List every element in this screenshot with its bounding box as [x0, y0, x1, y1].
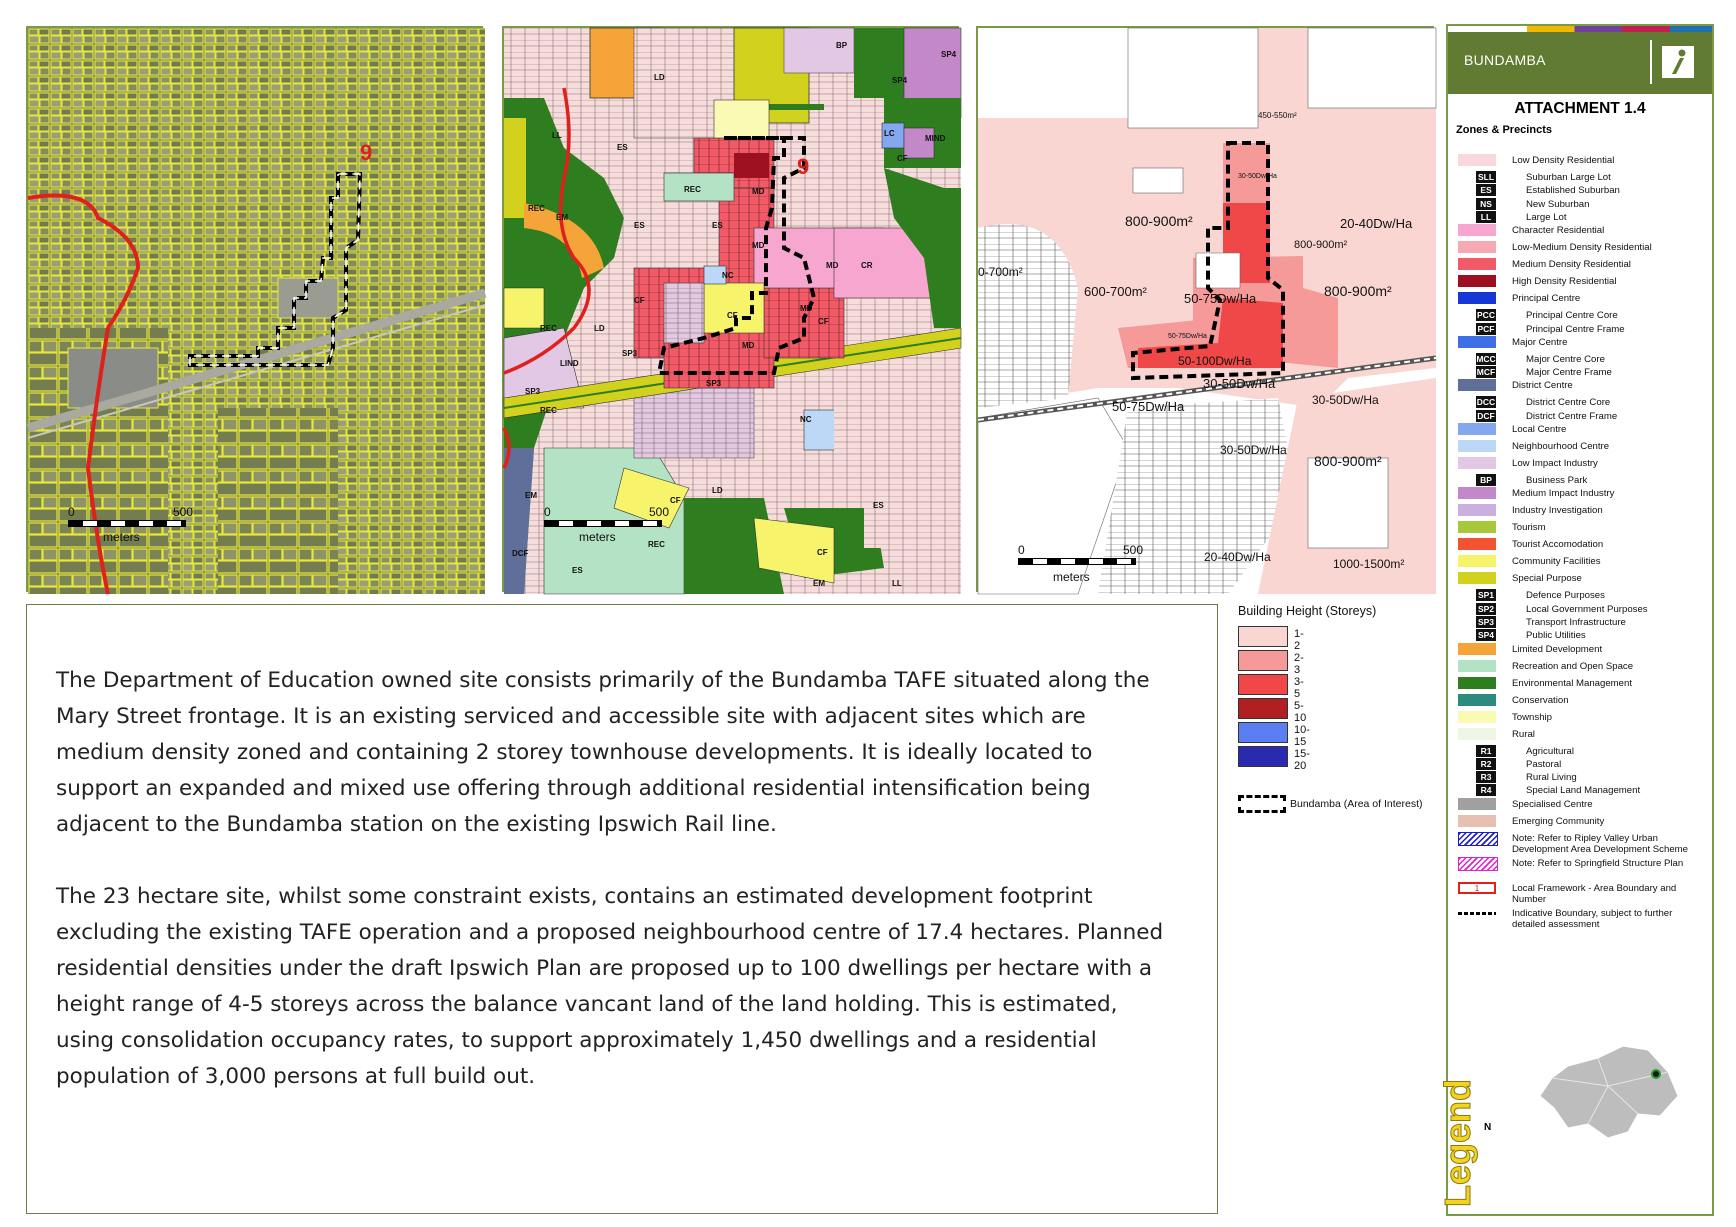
scale-zero: 0: [1018, 543, 1025, 557]
legend-zone-label: Local Centre: [1512, 424, 1567, 435]
density-label: 20-40Dw/Ha: [1340, 216, 1413, 231]
legend-precinct-item: [1458, 474, 1708, 488]
building-height-label: 5-10: [1294, 700, 1307, 724]
legend-precinct-item: [1458, 758, 1708, 772]
legend-precinct-code: ES: [1476, 184, 1496, 196]
legend-zone-swatch: [1458, 292, 1496, 304]
zone-label: CF: [897, 154, 908, 163]
legend-zone-item: [1458, 728, 1708, 742]
zone-label: CF: [670, 496, 681, 505]
zone-label: BP: [836, 41, 848, 50]
description-paragraph-1: The Department of Education owned site consists primarily of the Bundamba TAFE situated along the Mary Street frontage. It is an existing serviced and accessible site with adjacent sites which are medium density zoned and containing 2 storey townhouse developments. It is ideally located to support an expanded and mixed use offering through additional residential intensification being adjacent to the Bundamba station on the existing Ipswich Rail line.: [56, 668, 1150, 837]
zone-label: LD: [654, 73, 665, 82]
legend-precinct-label: Rural Living: [1526, 772, 1577, 784]
legend-zone-label: Medium Impact Industry: [1512, 488, 1615, 500]
zone-label: EM: [556, 213, 568, 222]
legend-zone-swatch: [1458, 572, 1496, 584]
legend-zone-swatch: [1458, 440, 1496, 452]
legend-precinct-item: [1458, 184, 1708, 198]
zone-label: CF: [818, 317, 829, 326]
density-label: 800-900m²: [1125, 213, 1193, 229]
legend-precinct-label: Suburban Large Lot: [1526, 172, 1611, 183]
legend-precinct-code: DCF: [1477, 410, 1495, 421]
legend-zone-label: Tourist Accomodation: [1512, 539, 1604, 551]
zone-label: ES: [634, 221, 645, 230]
legend-note-item: [1458, 882, 1708, 905]
legend-precinct-code: LL: [1476, 211, 1496, 223]
scale-zero: 0: [544, 505, 551, 519]
legend-precinct-code: R1: [1476, 745, 1496, 757]
legend-zone-label: Neighbourhood Centre: [1512, 441, 1610, 452]
legend-zone-swatch: [1458, 521, 1496, 533]
scale-zero: 0: [68, 505, 75, 519]
legend-precinct-label: Major Centre Frame: [1526, 367, 1612, 379]
zone-label: MD: [752, 241, 765, 250]
ipswich-logo-icon: [1652, 40, 1696, 84]
legend-precinct-item: [1458, 784, 1708, 798]
legend-zone-item: [1458, 457, 1708, 471]
hatch-pink-swatch: [1458, 857, 1498, 871]
legend-attachment-title: ATTACHMENT 1.4: [1514, 100, 1646, 117]
building-height-swatch: [1238, 722, 1288, 743]
description-paragraph-2: The 23 hectare site, whilst some constraint exists, contains an estimated development footprint excluding the existing TAFE operation and a proposed neighbourhood centre of 17.4 hectares. Planned residential densities under the draft Ipswich Plan are proposed up to 100 dwellings per hectare with a height range of 4-5 storeys across the balance vancant land of the land holding. This is estimated, using consolidation occupancy rates, to support approximately 1,450 dwellings and a residential population of 3,000 persons at full build out.: [56, 884, 1164, 1089]
density-map[interactable]: [976, 26, 1434, 592]
legend-precinct-label: New Suburban: [1526, 198, 1590, 210]
legend-precinct-item: [1458, 309, 1708, 323]
legend-precinct-label: Local Government Purposes: [1526, 603, 1648, 615]
density-scale-bar: [1018, 543, 1148, 593]
legend-precinct-label: Major Centre Core: [1526, 353, 1605, 365]
density-label: 50-75Dw/Ha: [1168, 333, 1207, 340]
density-label: 50-100Dw/Ha: [1178, 354, 1252, 368]
zone-label: REC: [648, 540, 665, 549]
zone-label: LL: [552, 131, 562, 140]
legend-zone-label: Special Purpose: [1512, 573, 1582, 585]
aerial-scale-bar: [68, 505, 198, 555]
legend-precinct-code: PCC: [1477, 310, 1495, 321]
zone-label: MIND: [925, 134, 946, 143]
legend-precinct-item: [1458, 745, 1708, 759]
aerial-map[interactable]: [26, 26, 483, 592]
legend-zone-swatch: [1458, 538, 1496, 550]
legend-zone-label: District Centre: [1512, 380, 1573, 392]
zone-label: REC: [540, 324, 557, 333]
legend-precinct-code: PCF: [1477, 323, 1495, 334]
legend-zone-swatch: [1458, 660, 1496, 672]
legend-zone-item: [1458, 487, 1708, 501]
legend-precinct-code: R4: [1476, 784, 1496, 796]
zone-label: MD: [800, 304, 813, 313]
scale-unit: meters: [1053, 570, 1090, 584]
legend-zone-item: [1458, 440, 1708, 454]
zone-label: SP4: [892, 76, 908, 85]
scale-bar-graphic: [68, 520, 186, 527]
zone-label: LC: [884, 129, 895, 138]
legend-precinct-label: Established Suburban: [1526, 185, 1620, 197]
zone-label: NC: [722, 271, 734, 280]
legend-precinct-code: R2: [1476, 758, 1496, 770]
legend-zone-swatch: [1458, 798, 1496, 810]
area-of-interest-swatch: [1238, 795, 1286, 813]
legend-zone-item: [1458, 572, 1708, 586]
legend-header: [1448, 32, 1712, 94]
density-label: 800-900m²: [1324, 283, 1392, 299]
legend-precinct-item: [1458, 353, 1708, 367]
zone-label: MD: [752, 187, 765, 196]
legend-zone-swatch: [1458, 815, 1496, 827]
legend-place-name: BUNDAMBA: [1464, 52, 1546, 68]
legend-precinct-code: SLL: [1477, 172, 1495, 182]
density-label: 30-50Dw/Ha: [1238, 173, 1277, 180]
density-label: 0-700m²: [978, 265, 1023, 279]
density-label: 50-75Dw/Ha: [1184, 291, 1257, 306]
building-height-title: Building Height (Storeys): [1238, 604, 1377, 618]
legend-zone-label: Major Centre: [1512, 336, 1568, 348]
legend-zone-swatch: [1458, 336, 1496, 348]
legend-zone-swatch: [1458, 241, 1496, 253]
scale-bar-graphic: [1018, 558, 1136, 565]
zone-label: LD: [712, 486, 723, 495]
legend-note-item: [1458, 857, 1708, 871]
zone-label: SP3: [706, 379, 722, 388]
legend-precinct-label: Agricultural: [1526, 745, 1574, 757]
ipswich-locator-map: [1528, 1036, 1688, 1146]
zone-label: REC: [540, 406, 557, 415]
density-label: 1000-1500m²: [1333, 557, 1405, 571]
density-label: 30-50Dw/Ha: [1220, 443, 1287, 457]
building-height-label: 1-2: [1294, 628, 1304, 652]
legend-zone-swatch: [1458, 728, 1496, 740]
area-of-interest-label: Bundamba (Area of Interest): [1290, 798, 1423, 810]
density-label: 30-50Dw/Ha: [1203, 376, 1276, 391]
legend-precinct-label: District Centre Core: [1526, 397, 1611, 409]
zone-label: MD: [826, 261, 839, 270]
zone-label: ES: [873, 501, 884, 510]
legend-precinct-item: [1458, 396, 1708, 410]
legend-precinct-code: MCC: [1476, 353, 1496, 364]
legend-zone-swatch: [1458, 275, 1496, 287]
legend-zone-swatch: [1458, 711, 1496, 723]
building-height-swatch: [1238, 698, 1288, 719]
legend-zone-swatch: [1458, 224, 1496, 236]
legend-zone-swatch: [1458, 694, 1496, 706]
scale-bar-graphic: [544, 520, 662, 527]
legend-zone-label: Low-Medium Density Residential: [1512, 242, 1652, 254]
legend-zone-label: Limited Development: [1512, 643, 1603, 655]
zone-label: SP4: [941, 50, 957, 59]
scale-distance: 500: [649, 505, 670, 519]
legend-zone-item: [1458, 555, 1708, 569]
legend-zone-item: [1458, 154, 1708, 168]
legend-precinct-label: District Centre Frame: [1526, 410, 1618, 422]
legend-zone-item: [1458, 815, 1708, 829]
legend-note-item: [1458, 907, 1708, 930]
legend-zone-item: [1458, 292, 1708, 306]
legend-precinct-item: [1458, 589, 1708, 603]
zones-legend: [1437, 24, 1714, 1216]
legend-note-label: Note: Refer to Springfield Structure Plan: [1512, 857, 1684, 869]
aerial-site-marker: 9: [360, 140, 373, 165]
legend-zone-label: High Density Residential: [1512, 276, 1617, 288]
building-height-swatch: [1238, 626, 1288, 647]
legend-precinct-label: Pastoral: [1526, 758, 1562, 770]
legend-zone-swatch: [1458, 643, 1496, 655]
legend-precinct-label: Transport Infrastructure: [1526, 616, 1626, 628]
legend-precinct-code: SP1: [1477, 590, 1495, 601]
building-height-label: 2-3: [1294, 652, 1304, 676]
density-label: 30-50Dw/Ha: [1312, 393, 1379, 407]
legend-zone-label: Township: [1512, 711, 1552, 723]
zone-label: SP3: [525, 387, 541, 396]
zone-label: CF: [634, 296, 645, 305]
zone-label: MD: [742, 341, 755, 350]
legend-precinct-item: [1458, 771, 1708, 785]
legend-subtitle: Zones & Precincts: [1456, 124, 1552, 136]
legend-precinct-item: [1458, 323, 1708, 337]
zone-label: ES: [617, 143, 628, 152]
legend-zone-item: [1458, 798, 1708, 812]
zone-label: REC: [684, 185, 701, 194]
legend-precinct-item: [1458, 603, 1708, 617]
scale-distance: 500: [173, 505, 194, 519]
building-height-label: 10-15: [1294, 724, 1310, 748]
density-label: 20-40Dw/Ha: [1204, 550, 1271, 564]
legend-precinct-label: Defence Purposes: [1526, 590, 1605, 602]
legend-precinct-item: [1458, 198, 1708, 212]
legend-zone-item: [1458, 275, 1708, 289]
legend-precinct-code: R3: [1476, 771, 1496, 783]
legend-zone-label: Tourism: [1512, 522, 1546, 534]
legend-zone-item: [1458, 711, 1708, 725]
legend-precinct-label: Special Land Management: [1526, 785, 1641, 797]
zone-label: LL: [892, 579, 902, 588]
legend-zone-swatch: [1458, 487, 1496, 499]
legend-zone-label: Medium Density Residential: [1512, 259, 1631, 271]
building-height-label: 15-20: [1294, 748, 1310, 772]
legend-precinct-item: [1458, 410, 1708, 424]
legend-zone-label: Specialised Centre: [1512, 798, 1593, 810]
legend-note-label: Note: Refer to Ripley Valley Urban Development Area Development Scheme: [1512, 832, 1688, 855]
legend-zone-item: [1458, 660, 1708, 674]
legend-precinct-label: Principal Centre Core: [1526, 310, 1618, 322]
scale-unit: meters: [579, 530, 616, 544]
zone-label: EM: [813, 579, 825, 588]
zoning-scale-bar: [544, 505, 674, 555]
zone-label: SP3: [622, 349, 638, 358]
legend-precinct-label: Principal Centre Frame: [1526, 323, 1625, 335]
legend-note-label: Indicative Boundary, subject to further detailed assessment: [1512, 907, 1673, 930]
legend-zone-label: Principal Centre: [1512, 293, 1581, 305]
legend-precinct-item: [1458, 616, 1708, 630]
legend-zone-swatch: [1458, 379, 1496, 391]
legend-zone-label: Conservation: [1512, 694, 1569, 706]
legend-precinct-code: SP2: [1477, 603, 1495, 614]
description-box: [26, 604, 1218, 1214]
legend-zone-swatch: [1458, 423, 1496, 435]
legend-zone-item: [1458, 336, 1708, 350]
zoning-map[interactable]: [502, 26, 959, 592]
zone-label: DCF: [512, 549, 529, 558]
scale-distance: 500: [1123, 543, 1144, 557]
legend-zone-label: Industry Investigation: [1512, 505, 1603, 517]
legend-precinct-item: [1458, 211, 1708, 225]
legend-zone-label: Environmental Management: [1512, 677, 1632, 689]
legend-zone-item: [1458, 241, 1708, 255]
legend-zone-label: Rural: [1512, 728, 1535, 740]
legend-precinct-code: DCC: [1476, 397, 1496, 408]
ipswich-logo: [1650, 40, 1696, 84]
dashed-boundary-swatch: [1458, 912, 1496, 915]
legend-note-label: Local Framework - Area Boundary and Number: [1512, 882, 1677, 905]
legend-zone-label: Community Facilities: [1512, 556, 1601, 568]
legend-zone-item: [1458, 504, 1708, 518]
legend-zone-label: Emerging Community: [1512, 815, 1605, 827]
legend-precinct-code: NS: [1476, 198, 1496, 210]
legend-zone-item: [1458, 258, 1708, 272]
legend-precinct-item: [1458, 366, 1708, 380]
legend-precinct-code: SP4: [1477, 630, 1495, 641]
legend-zone-swatch: [1458, 677, 1496, 689]
zone-label: REC: [528, 204, 545, 213]
density-label: 600-700m²: [1084, 284, 1147, 299]
north-arrow-label: N: [1484, 1122, 1492, 1133]
legend-zone-swatch: [1458, 258, 1496, 270]
legend-zone-item: [1458, 379, 1708, 393]
legend-zone-item: [1458, 224, 1708, 238]
legend-zone-label: Character Residential: [1512, 225, 1605, 237]
hatch-blue-swatch: [1458, 832, 1498, 846]
legend-zone-item: [1458, 423, 1708, 437]
density-label: 800-900m²: [1294, 239, 1348, 251]
density-map-graphic: [978, 28, 1436, 594]
zone-label: CF: [817, 548, 828, 557]
legend-zone-label: Recreation and Open Space: [1512, 660, 1634, 672]
zone-label: LIND: [560, 359, 579, 368]
legend-precinct-item: [1458, 171, 1708, 185]
building-height-swatch: [1238, 674, 1288, 695]
legend-zone-item: [1458, 521, 1708, 535]
zone-label: NC: [800, 415, 812, 424]
legend-vertical-title: Legend: [1437, 1078, 1479, 1208]
legend-precinct-label: Public Utilities: [1526, 630, 1586, 642]
legend-precinct-label: Large Lot: [1526, 211, 1567, 223]
legend-zone-swatch: [1458, 457, 1496, 469]
legend-precinct-code: BP: [1476, 474, 1496, 486]
zone-label: ES: [572, 566, 583, 575]
legend-zone-item: [1458, 538, 1708, 552]
legend-zone-item: [1458, 643, 1708, 657]
zone-label: CR: [861, 261, 873, 270]
building-height-legend: [1236, 604, 1436, 844]
density-label: 450-550m²: [1258, 111, 1297, 120]
zoning-site-marker: 9: [797, 154, 810, 179]
building-height-label: 3-5: [1294, 676, 1304, 700]
building-height-swatch: [1238, 650, 1288, 671]
legend-note-item: [1458, 832, 1708, 855]
legend-zone-label: Low Density Residential: [1512, 155, 1615, 166]
legend-precinct-label: Business Park: [1526, 475, 1588, 486]
legend-precinct-code: SP3: [1477, 616, 1495, 627]
zone-label: ES: [712, 221, 723, 230]
legend-precinct-code: MCF: [1476, 367, 1496, 378]
zone-label: CF: [727, 311, 738, 320]
scale-unit: meters: [103, 530, 140, 544]
legend-zone-item: [1458, 677, 1708, 691]
boundary-swatch: 1: [1458, 882, 1496, 894]
legend-zone-item: [1458, 694, 1708, 708]
density-label: 50-75Dw/Ha: [1112, 399, 1185, 414]
legend-vertical-title-box: [1437, 1054, 1488, 1220]
legend-zone-swatch: [1458, 154, 1496, 166]
zone-label: EM: [525, 491, 537, 500]
zone-label: LD: [594, 324, 605, 333]
legend-zone-swatch: [1458, 555, 1496, 567]
density-label: 800-900m²: [1314, 453, 1382, 469]
legend-zone-swatch: [1458, 504, 1496, 516]
legend-precinct-item: [1458, 629, 1708, 643]
legend-zone-label: Low Impact Industry: [1512, 458, 1598, 469]
building-height-swatch: [1238, 746, 1288, 767]
